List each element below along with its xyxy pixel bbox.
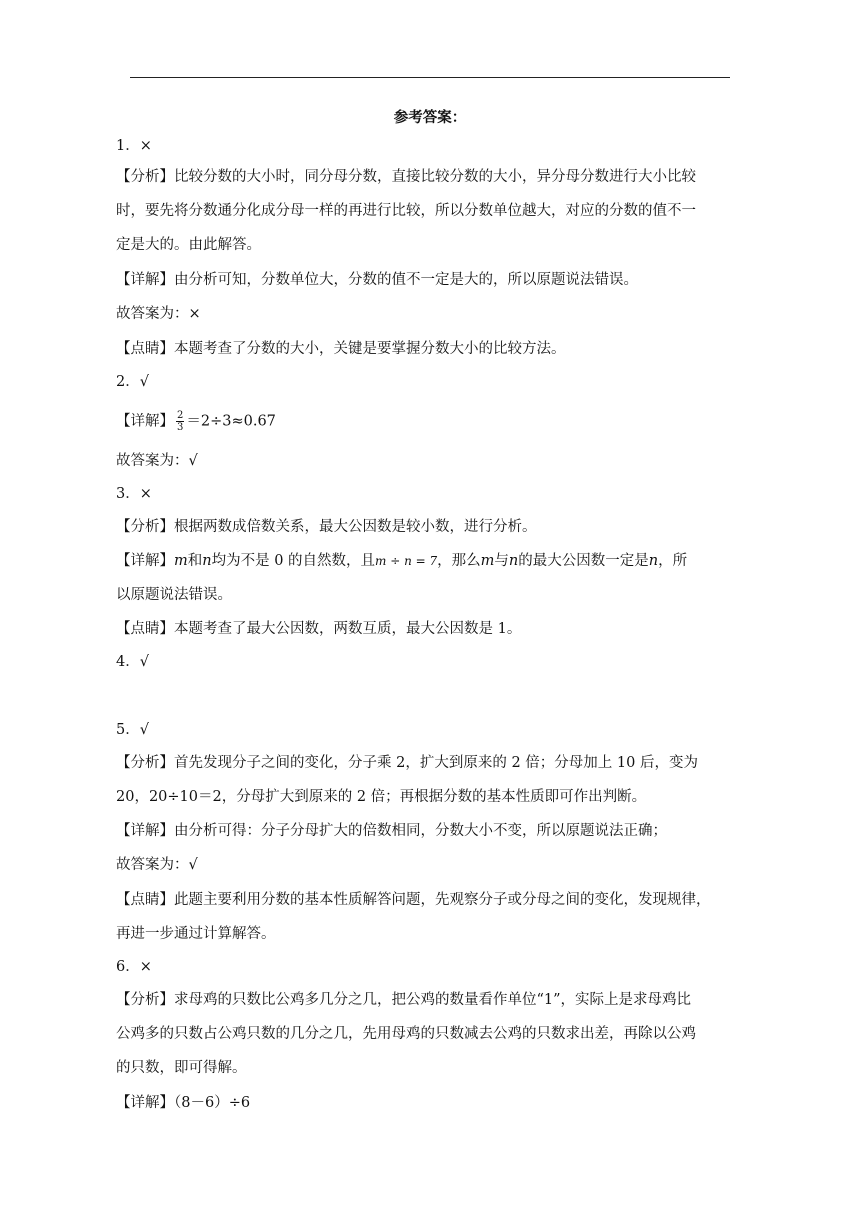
q6-analysis-line3: 的只数，即可得解。 xyxy=(116,1060,247,1076)
q5-detail: 【详解】由分析可得：分子分母扩大的倍数相同，分数大小不变，所以原题说法正确； xyxy=(116,823,667,839)
q3-text: ，所 xyxy=(658,553,688,569)
q1-answer: 1．× xyxy=(116,138,152,154)
q6-answer: 6．× xyxy=(116,959,152,975)
q6-detail: 【详解】（8－6）÷6 xyxy=(116,1095,251,1111)
q2-detail-rest: ＝2÷3≈0.67 xyxy=(186,413,276,430)
q3-text: 与 xyxy=(494,553,509,569)
q3-text: 的最大公因数一定是 xyxy=(518,553,649,569)
q5-analysis-line1: 【分析】首先发现分子之间的变化，分子乘 2，扩大到原来的 2 倍；分母加上 10 后，变为 xyxy=(116,755,698,771)
q4-answer: 4．√ xyxy=(116,654,149,670)
fraction-denominator: 3 xyxy=(177,422,184,433)
q3-analysis: 【分析】根据两数成倍数关系，最大公因数是较小数，进行分析。 xyxy=(116,519,537,535)
page-title: 参考答案： xyxy=(393,109,467,126)
variable-m: m xyxy=(174,553,188,569)
fraction-two-thirds xyxy=(176,410,184,433)
q2-detail xyxy=(116,410,276,433)
q1-analysis-line1: 【分析】比较分数的大小时，同分母分数，直接比较分数的大小，异分母分数进行大小比较 xyxy=(116,169,696,185)
q3-text: 【详解】 xyxy=(116,553,174,569)
header-rule xyxy=(130,77,730,78)
q1-detail: 【详解】由分析可知，分数单位大，分数的值不一定是大的，所以原题说法错误。 xyxy=(116,272,638,288)
q1-analysis-line3: 定是大的。由此解答。 xyxy=(116,237,261,253)
variable-m: m xyxy=(480,553,495,569)
q5-comment-line2: 再进一步通过计算解答。 xyxy=(116,926,276,942)
variable-n: n xyxy=(202,553,212,569)
variable-n: n xyxy=(508,553,519,569)
q1-comment: 【点睛】本题考查了分数的大小，关键是要掌握分数大小的比较方法。 xyxy=(116,341,566,357)
q3-comment: 【点睛】本题考查了最大公因数，两数互质，最大公因数是 1。 xyxy=(116,621,522,637)
q5-analysis-line2: 20，20÷10＝2，分母扩大到原来的 2 倍；再根据分数的基本性质即可作出判断。 xyxy=(116,789,647,805)
q2-conclusion: 故答案为：√ xyxy=(116,453,198,469)
q1-conclusion: 故答案为：× xyxy=(116,306,201,322)
fraction-numerator: 2 xyxy=(177,410,184,421)
q6-analysis-line2: 公鸡多的只数占公鸡只数的几分之几，先用母鸡的只数减去公鸡的只数求出差，再除以公鸡 xyxy=(116,1026,696,1042)
q3-text: 和 xyxy=(187,553,203,569)
q3-text: ，那么 xyxy=(437,553,481,569)
q3-detail-line1 xyxy=(116,551,687,571)
q2-answer: 2．√ xyxy=(116,374,149,390)
q2-detail-prefix: 【详解】 xyxy=(116,413,174,430)
q5-comment-line1: 【点睛】此题主要利用分数的基本性质解答问题，先观察分子或分母之间的变化，发现规律， xyxy=(116,892,711,908)
q3-text: 均为不是 0 的自然数，且 xyxy=(211,553,376,569)
equation: m ÷ n = 7 xyxy=(375,554,438,568)
q3-answer: 3．× xyxy=(116,486,152,502)
q1-analysis-line2: 时，要先将分数通分化成分母一样的再进行比较，所以分数单位越大，对应的分数的值不一 xyxy=(116,203,696,219)
q5-conclusion: 故答案为：√ xyxy=(116,857,198,873)
variable-n: n xyxy=(648,553,659,569)
q5-answer: 5．√ xyxy=(116,722,149,738)
q3-detail-line2: 以原题说法错误。 xyxy=(116,587,232,603)
q6-analysis-line1: 【分析】求母鸡的只数比公鸡多几分之几，把公鸡的数量看作单位“1”，实际上是求母鸡比 xyxy=(116,992,692,1008)
